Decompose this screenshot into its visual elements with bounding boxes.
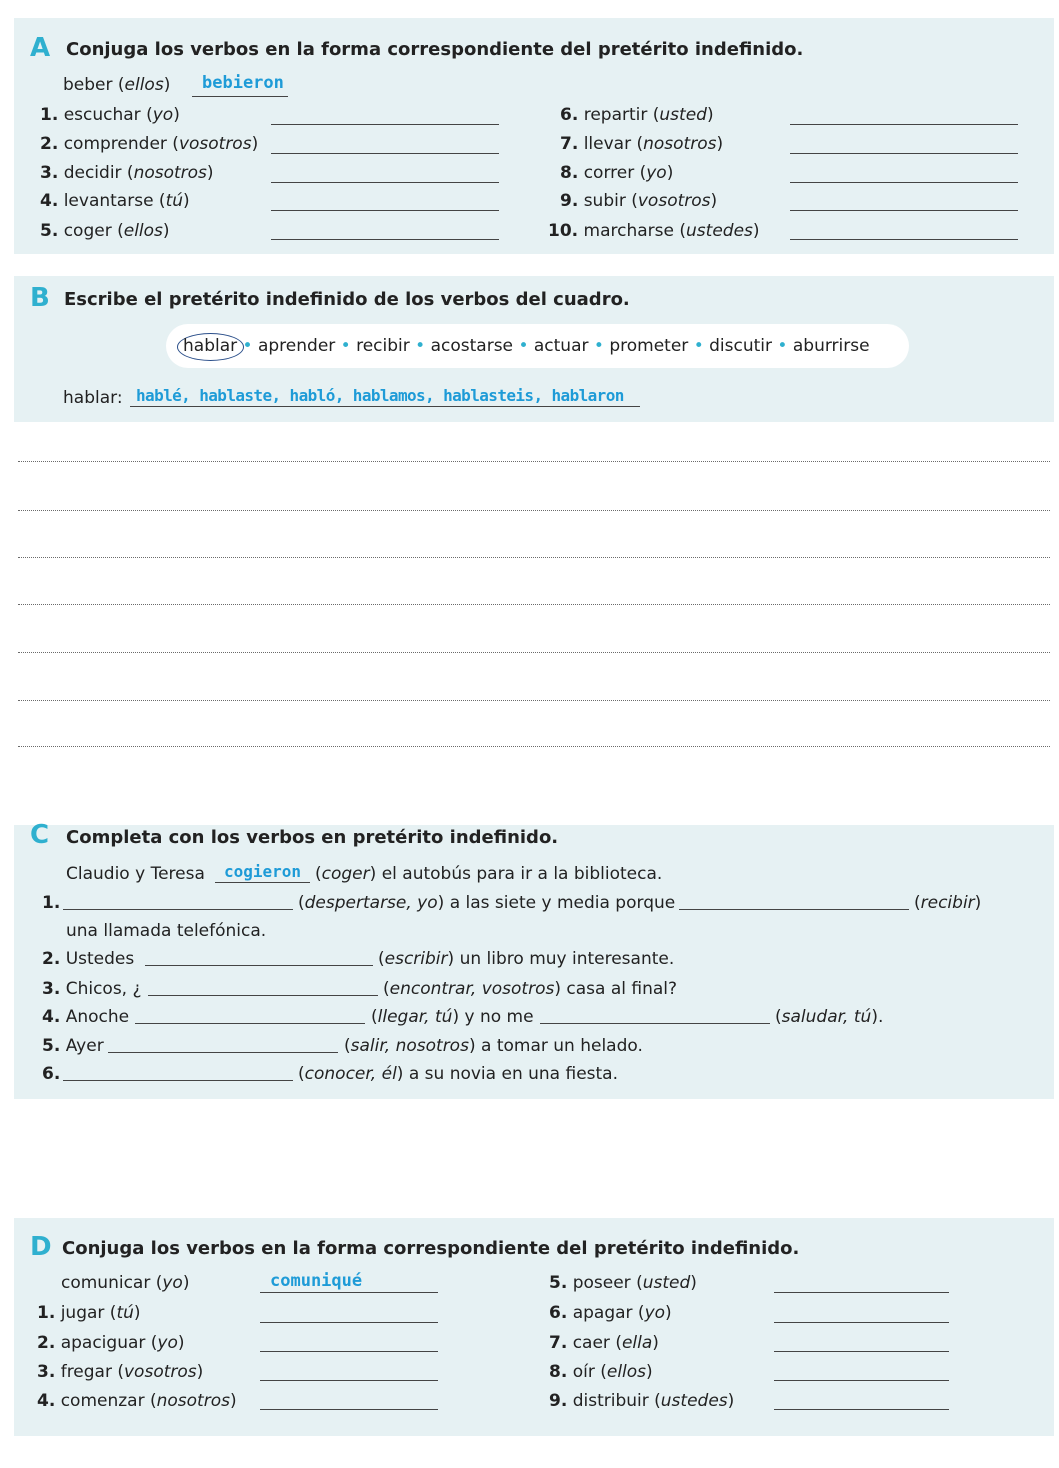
d-item-4: 4. comenzar (nosotros) bbox=[37, 1391, 237, 1411]
d-item-5: 5. poseer (usted) bbox=[549, 1273, 697, 1293]
c-item-2-post: (escribir) un libro muy interesante. bbox=[378, 949, 675, 969]
a-item-8: 8. correr (yo) bbox=[560, 163, 674, 183]
section-b-title: Escribe el pretérito indefinido de los verbos del cuadro. bbox=[64, 289, 630, 310]
b-example-answer: hablé, hablaste, habló, hablamos, hablasteis, hablaron bbox=[136, 386, 624, 405]
c-item-3-post: (encontrar, vosotros) casa al final? bbox=[383, 979, 678, 999]
d-item-2: 2. apaciguar (yo) bbox=[37, 1333, 185, 1353]
b-example-label: hablar: bbox=[63, 388, 123, 408]
d-answer-line-9[interactable] bbox=[774, 1409, 949, 1410]
section-d-letter: D bbox=[30, 1232, 52, 1262]
a-answer-line-8[interactable] bbox=[790, 182, 1018, 183]
c-answer-line-1a[interactable] bbox=[63, 909, 293, 910]
c-item-1-num: 1. bbox=[42, 893, 61, 913]
b-writing-line-5[interactable] bbox=[18, 652, 1050, 653]
b-writing-line-6[interactable] bbox=[18, 700, 1050, 701]
d-item-6: 6. apagar (yo) bbox=[549, 1303, 672, 1323]
a-item-3: 3. decidir (nosotros) bbox=[40, 163, 214, 183]
verb-recibir: recibir bbox=[356, 336, 410, 356]
verb-box-list: hablar • aprender • recibir • acostarse • actuar • prometer • discutir • aburrirse bbox=[183, 336, 870, 356]
c-answer-line-3[interactable] bbox=[148, 995, 378, 996]
b-writing-line-4[interactable] bbox=[18, 604, 1050, 605]
c-example-pre: Claudio y Teresa bbox=[66, 864, 205, 884]
verb-actuar: actuar bbox=[533, 336, 589, 356]
b-writing-line-3[interactable] bbox=[18, 557, 1050, 558]
section-a-title: Conjuga los verbos en la forma correspondiente del pretérito indefinido. bbox=[66, 39, 804, 60]
c-answer-line-6[interactable] bbox=[63, 1080, 293, 1081]
a-item-4: 4. levantarse (tú) bbox=[40, 191, 190, 211]
d-item-9: 9. distribuir (ustedes) bbox=[549, 1391, 735, 1411]
section-b-letter: B bbox=[30, 283, 50, 313]
d-answer-line-4[interactable] bbox=[260, 1409, 438, 1410]
c-example-post: (coger) el autobús para ir a la biblioteca. bbox=[315, 864, 663, 884]
a-answer-line-1[interactable] bbox=[271, 124, 499, 125]
a-item-10: 10. marcharse (ustedes) bbox=[548, 221, 760, 241]
c-item-4-pre: 4. Anoche bbox=[42, 1007, 130, 1027]
c-item-1-cont: una llamada telefónica. bbox=[66, 921, 267, 941]
b-writing-line-7[interactable] bbox=[18, 746, 1050, 747]
a-example-answer: bebieron bbox=[202, 73, 284, 93]
a-item-5: 5. coger (ellos) bbox=[40, 221, 170, 241]
a-answer-line-9[interactable] bbox=[790, 210, 1018, 211]
section-a-letter: A bbox=[30, 33, 51, 63]
b-writing-line-2[interactable] bbox=[18, 510, 1050, 511]
verb-discutir: discutir bbox=[709, 336, 773, 356]
section-c-title: Completa con los verbos en pretérito indefinido. bbox=[66, 827, 559, 848]
a-example-verb: beber (ellos) bbox=[63, 75, 171, 95]
c-item-5-pre: 5. Ayer bbox=[42, 1036, 104, 1056]
c-answer-line-1b[interactable] bbox=[679, 909, 909, 910]
b-example-line bbox=[130, 406, 640, 407]
c-answer-line-2[interactable] bbox=[145, 965, 373, 966]
a-example-line bbox=[192, 96, 288, 97]
a-item-6: 6. repartir (usted) bbox=[560, 105, 714, 125]
c-item-5-post: (salir, nosotros) a tomar un helado. bbox=[344, 1036, 643, 1056]
d-item-1: 1. jugar (tú) bbox=[37, 1303, 141, 1323]
d-answer-line-1[interactable] bbox=[260, 1322, 438, 1323]
d-example-answer: comuniqué bbox=[270, 1271, 363, 1291]
d-answer-line-2[interactable] bbox=[260, 1351, 438, 1352]
c-item-1-mid: (despertarse, yo) a las siete y media porque bbox=[298, 893, 676, 913]
verb-aprender: aprender bbox=[257, 336, 336, 356]
section-d-title: Conjuga los verbos en la forma correspondiente del pretérito indefinido. bbox=[62, 1238, 800, 1259]
c-item-1-hint2: (recibir) bbox=[914, 893, 982, 913]
a-item-7: 7. llevar (nosotros) bbox=[560, 134, 724, 154]
a-answer-line-2[interactable] bbox=[271, 153, 499, 154]
a-answer-line-6[interactable] bbox=[790, 124, 1018, 125]
a-answer-line-4[interactable] bbox=[271, 210, 499, 211]
d-answer-line-5[interactable] bbox=[774, 1292, 949, 1293]
a-item-1: 1. escuchar (yo) bbox=[40, 105, 180, 125]
verb-prometer: prometer bbox=[609, 336, 689, 356]
b-writing-line-1[interactable] bbox=[18, 461, 1050, 462]
c-answer-line-5[interactable] bbox=[108, 1052, 338, 1053]
c-item-4-mid: (llegar, tú) y no me bbox=[371, 1007, 534, 1027]
c-item-2-pre: 2. Ustedes bbox=[42, 949, 135, 969]
c-example-answer: cogieron bbox=[224, 862, 302, 881]
d-item-8: 8. oír (ellos) bbox=[549, 1362, 653, 1382]
c-answer-line-4a[interactable] bbox=[135, 1023, 365, 1024]
d-answer-line-3[interactable] bbox=[260, 1380, 438, 1381]
c-example-line bbox=[215, 882, 310, 883]
section-c-letter: C bbox=[30, 820, 50, 850]
c-item-4-hint2: (saludar, tú). bbox=[775, 1007, 884, 1027]
verb-aburrirse: aburrirse bbox=[792, 336, 870, 356]
d-answer-line-7[interactable] bbox=[774, 1351, 949, 1352]
d-item-7: 7. caer (ella) bbox=[549, 1333, 659, 1353]
a-item-9: 9. subir (vosotros) bbox=[560, 191, 718, 211]
a-item-2: 2. comprender (vosotros) bbox=[40, 134, 259, 154]
d-answer-line-8[interactable] bbox=[774, 1380, 949, 1381]
d-answer-line-6[interactable] bbox=[774, 1322, 949, 1323]
a-answer-line-5[interactable] bbox=[271, 239, 499, 240]
a-answer-line-10[interactable] bbox=[790, 239, 1018, 240]
c-item-3-pre: 3. Chicos, ¿ bbox=[42, 979, 142, 999]
d-item-3: 3. fregar (vosotros) bbox=[37, 1362, 204, 1382]
verb-acostarse: acostarse bbox=[430, 336, 514, 356]
c-answer-line-4b[interactable] bbox=[540, 1023, 770, 1024]
d-example-verb: comunicar (yo) bbox=[61, 1273, 190, 1293]
c-item-6-post: (conocer, él) a su novia en una fiesta. bbox=[298, 1064, 618, 1084]
a-answer-line-3[interactable] bbox=[271, 182, 499, 183]
d-example-line bbox=[260, 1292, 438, 1293]
verb-hablar: hablar bbox=[183, 336, 238, 356]
a-answer-line-7[interactable] bbox=[790, 153, 1018, 154]
c-item-6-num: 6. bbox=[42, 1064, 61, 1084]
